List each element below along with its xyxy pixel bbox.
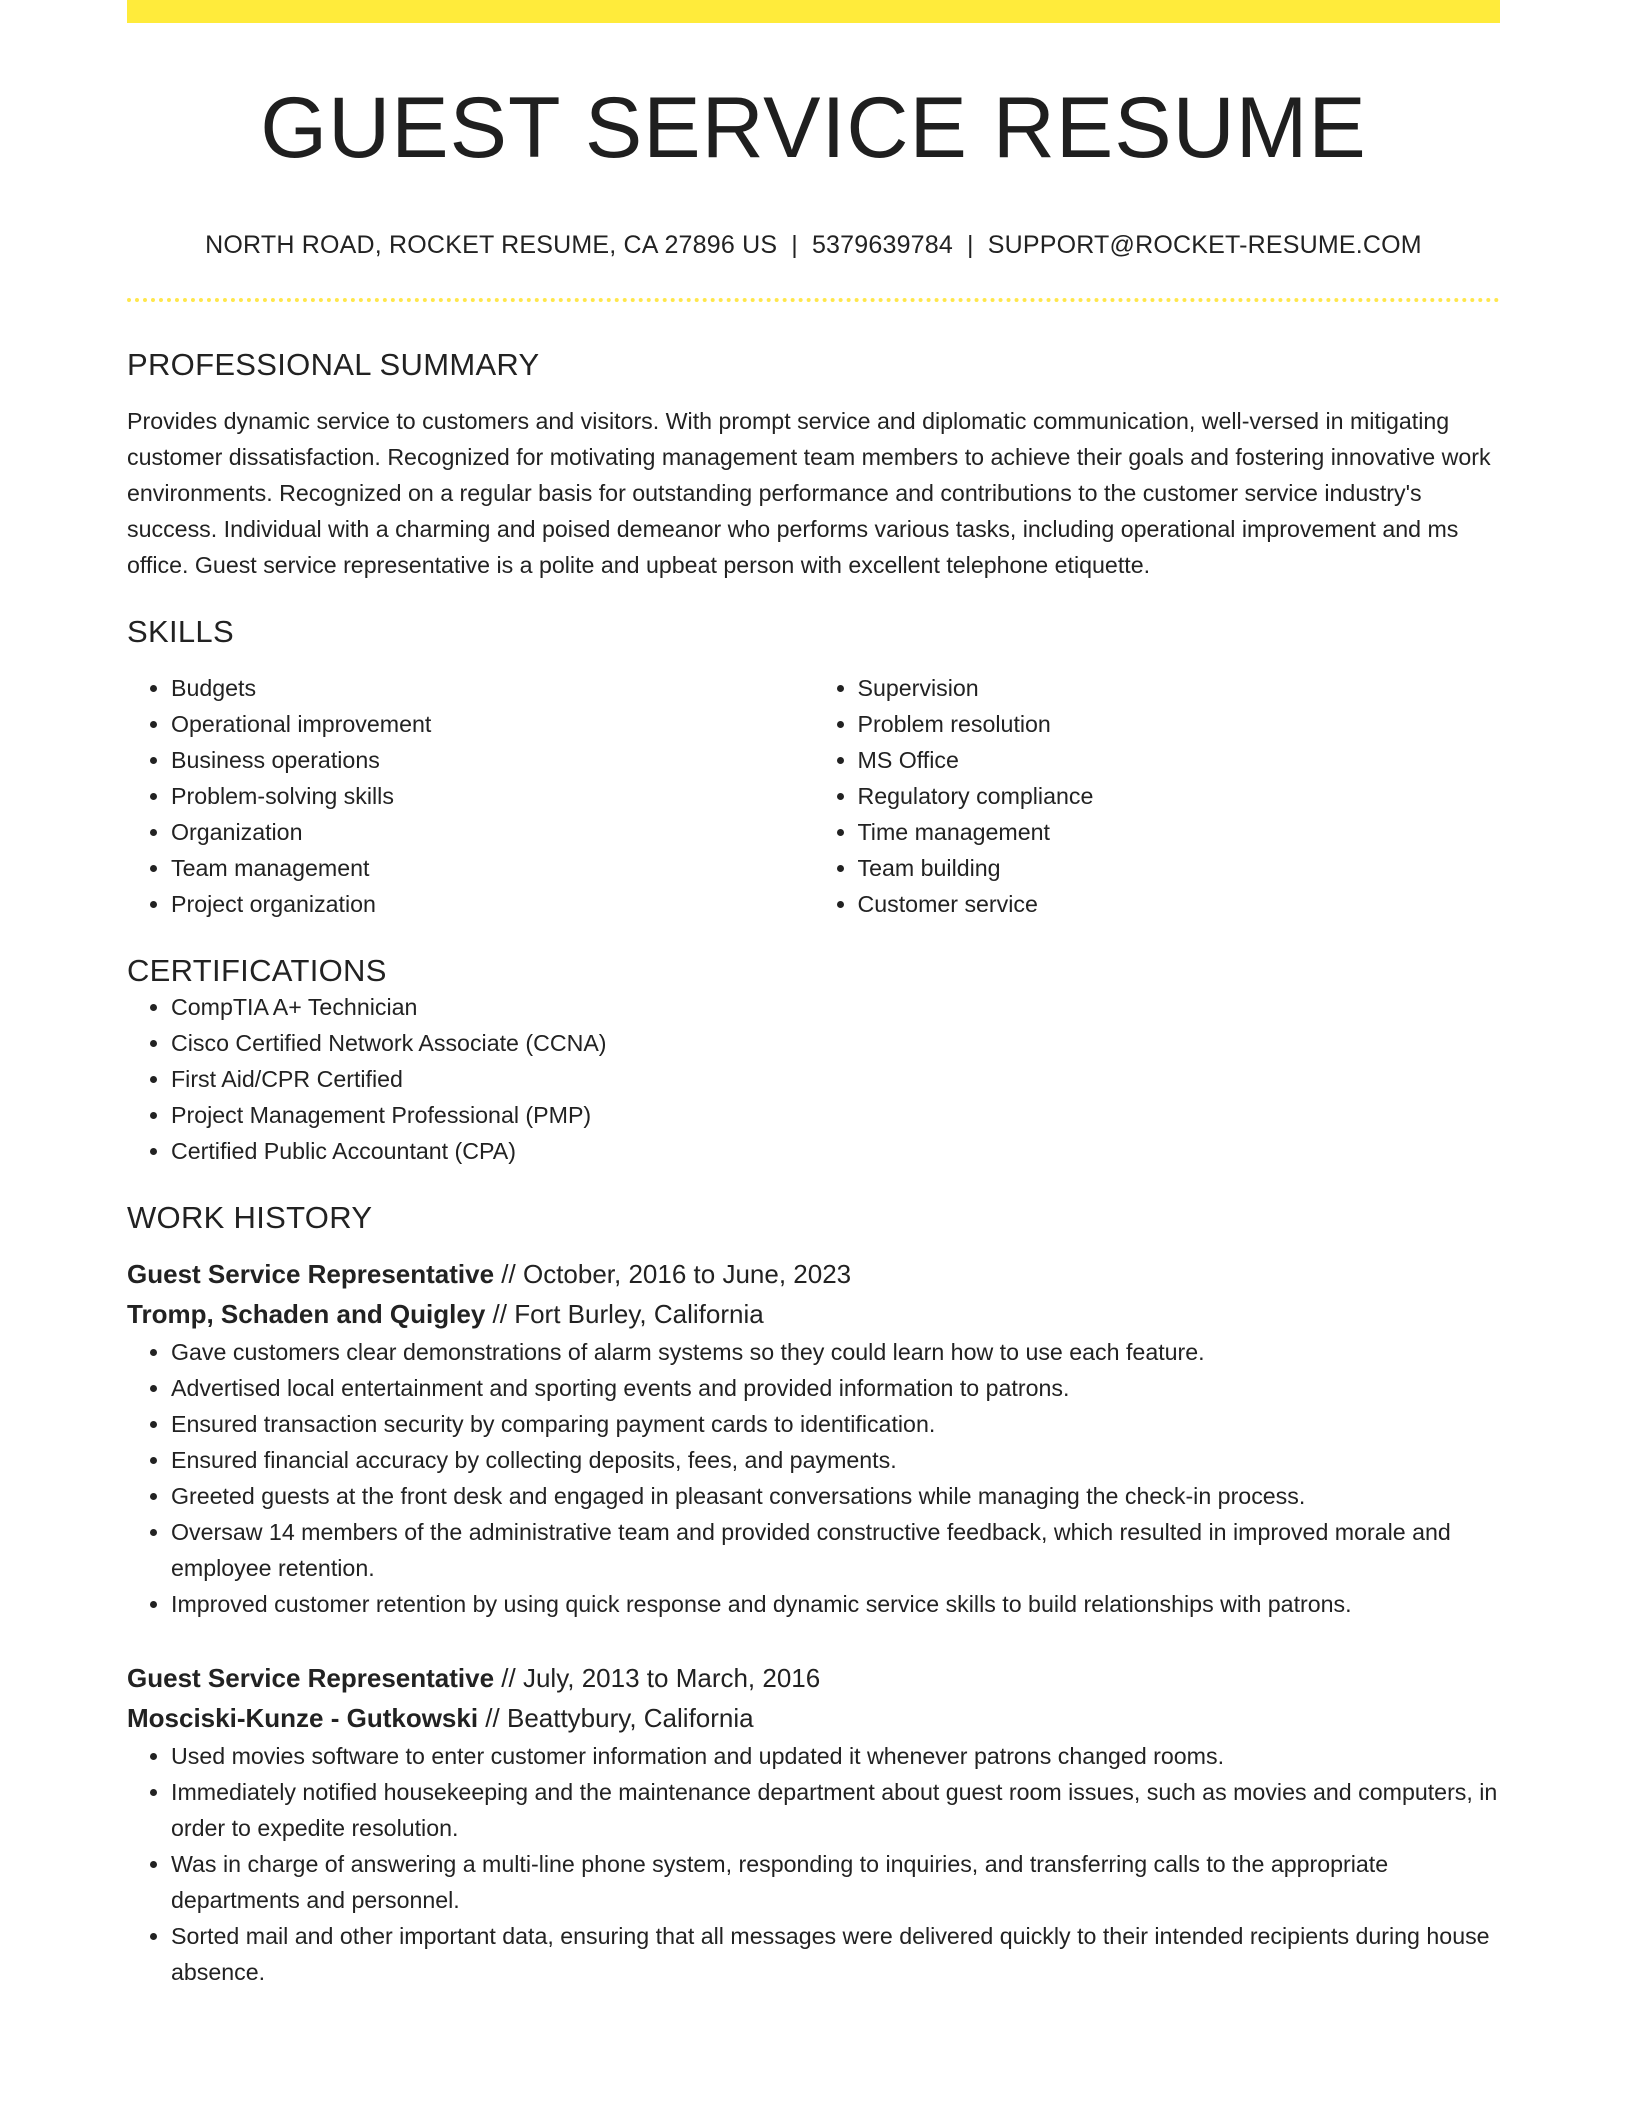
skill-item: • Supervision bbox=[858, 670, 1501, 706]
job-location: // Beattybury, California bbox=[478, 1703, 754, 1734]
skill-item: • Problem resolution bbox=[858, 706, 1501, 742]
job-company-line bbox=[127, 1698, 1500, 1738]
skills-right-list bbox=[814, 670, 1501, 922]
certification-item: • Cisco Certified Network Associate (CCNA) bbox=[171, 1025, 1500, 1061]
separator: | bbox=[791, 230, 798, 259]
skill-item: • Team building bbox=[858, 850, 1501, 886]
skill-item: • Organization bbox=[171, 814, 814, 850]
certification-item: • First Aid/CPR Certified bbox=[171, 1061, 1500, 1097]
job-position: Guest Service Representative bbox=[127, 1259, 495, 1290]
job-dates: // July, 2013 to March, 2016 bbox=[494, 1663, 821, 1694]
work-history-heading: WORK HISTORY bbox=[127, 1200, 373, 1236]
dotted-divider bbox=[127, 298, 1500, 302]
address: NORTH ROAD, ROCKET RESUME, CA 27896 US bbox=[205, 230, 778, 259]
skill-item: • Team management bbox=[171, 850, 814, 886]
job-duty: • Immediately notified housekeeping and the maintenance department about guest room issues, such as movies and computers, in order to expedite resolution. bbox=[171, 1774, 1500, 1846]
job-duties-list bbox=[127, 1334, 1500, 1622]
job-title-line bbox=[127, 1254, 1500, 1294]
separator: | bbox=[967, 230, 974, 259]
job-duty: • Ensured transaction security by comparing payment cards to identification. bbox=[171, 1406, 1500, 1442]
certifications-list bbox=[127, 989, 1500, 1169]
job-duty: • Oversaw 14 members of the administrative team and provided constructive feedback, which resulted in improved morale and employee retention. bbox=[171, 1514, 1500, 1586]
summary-text: Provides dynamic service to customers and visitors. With prompt service and diplomatic communication, well-versed in mitigating customer dissatisfaction. Recognized for motivating management team members to achieve their goals and fostering innovative work environments. Recognized on a regular basis for outstanding performance and contributions to the customer service industry's success. Individual with a charming and poised demeanor who performs various tasks, including operational improvement and ms office. Guest service representative is a polite and upbeat person with excellent telephone etiquette. bbox=[127, 407, 1491, 578]
job-company-line bbox=[127, 1294, 1500, 1334]
job-duty: • Ensured financial accuracy by collecting deposits, fees, and payments. bbox=[171, 1442, 1500, 1478]
certification-item: • Project Management Professional (PMP) bbox=[171, 1097, 1500, 1133]
skills-heading: SKILLS bbox=[127, 613, 234, 649]
certification-item: • CompTIA A+ Technician bbox=[171, 989, 1500, 1025]
job-duty: • Advertised local entertainment and sporting events and provided information to patrons. bbox=[171, 1370, 1500, 1406]
job-duty: • Gave customers clear demonstrations of alarm systems so they could learn how to use each feature. bbox=[171, 1334, 1500, 1370]
skills-columns bbox=[127, 670, 1500, 922]
resume-title: GUEST SERVICE RESUME bbox=[260, 80, 1367, 176]
skills-left-list bbox=[127, 670, 814, 922]
job-header bbox=[127, 1254, 1500, 1334]
job-location: // Fort Burley, California bbox=[485, 1299, 764, 1330]
job-duty: • Greeted guests at the front desk and engaged in pleasant conversations while managing the check-in process. bbox=[171, 1478, 1500, 1514]
skill-item: • Operational improvement bbox=[171, 706, 814, 742]
job-dates: // October, 2016 to June, 2023 bbox=[494, 1259, 852, 1290]
certifications-heading: CERTIFICATIONS bbox=[127, 952, 387, 988]
email: SUPPORT@ROCKET-RESUME.COM bbox=[987, 230, 1422, 259]
skill-item: • Business operations bbox=[171, 742, 814, 778]
summary-heading: PROFESSIONAL SUMMARY bbox=[127, 346, 540, 382]
skill-item: • Problem-solving skills bbox=[171, 778, 814, 814]
accent-bar bbox=[127, 0, 1500, 23]
job-title-line bbox=[127, 1658, 1500, 1698]
skill-item: • Customer service bbox=[858, 886, 1501, 922]
job-company: Tromp, Schaden and Quigley bbox=[127, 1299, 486, 1330]
skill-item: • Project organization bbox=[171, 886, 814, 922]
resume-page bbox=[127, 0, 1500, 1990]
job-position: Guest Service Representative bbox=[127, 1663, 495, 1694]
job-duty: • Sorted mail and other important data, ensuring that all messages were delivered quickly to their intended recipients during house absence. bbox=[171, 1918, 1500, 1990]
skill-item: • Time management bbox=[858, 814, 1501, 850]
job-duties-list bbox=[127, 1738, 1500, 1990]
job-duty: • Improved customer retention by using quick response and dynamic service skills to build relationships with patrons. bbox=[171, 1586, 1500, 1622]
contact-line bbox=[127, 230, 1500, 260]
certification-item: • Certified Public Accountant (CPA) bbox=[171, 1133, 1500, 1169]
skill-item: • MS Office bbox=[858, 742, 1501, 778]
skill-item: • Regulatory compliance bbox=[858, 778, 1501, 814]
phone: 5379639784 bbox=[811, 230, 953, 259]
job-header bbox=[127, 1658, 1500, 1738]
job-company: Mosciski-Kunze - Gutkowski bbox=[127, 1703, 479, 1734]
job-duty: • Used movies software to enter customer information and updated it whenever patrons changed rooms. bbox=[171, 1738, 1500, 1774]
job-duty: • Was in charge of answering a multi-line phone system, responding to inquiries, and transferring calls to the appropriate departments and personnel. bbox=[171, 1846, 1500, 1918]
skill-item: • Budgets bbox=[171, 670, 814, 706]
